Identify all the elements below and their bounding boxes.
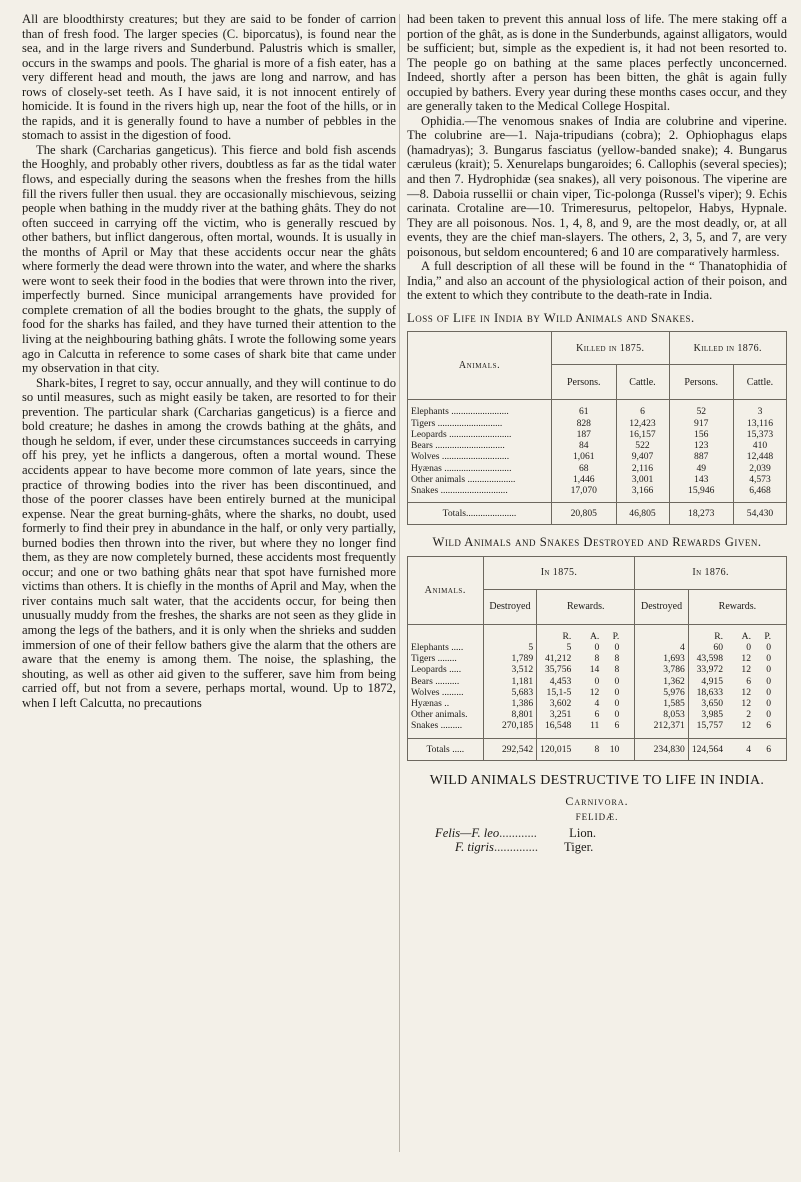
- table2-cell: 1,181: [511, 675, 534, 687]
- table1-cell: 4,573: [749, 473, 771, 485]
- species-row: [407, 840, 787, 854]
- table2-currency-row: [692, 631, 783, 642]
- table2-reward-row: 41,212 8 8: [544, 653, 620, 665]
- table1-cell: 13,116: [746, 417, 773, 429]
- table2-name: Leopards .....: [411, 664, 462, 676]
- table2-cell: 1,585: [663, 698, 685, 710]
- table2-reward-row: 35,756 14 8: [544, 664, 620, 676]
- table1-cell: 12,423: [629, 417, 656, 429]
- table1-cattle-1875-header: Cattle.: [616, 365, 669, 400]
- species-latin: F. tigris: [455, 839, 494, 854]
- paragraph-ophidia: Ophidia.—The venomous snakes of India are colubrine and viperine. The colubrine are—1. Naja-tripudians (cobra); 2. Ophiophagus elaps (hamadryas); 3. Bungarus fasciatus (yellow-banded snake); 4. Bungarus cæruleus (krait); 5. Xenurelaps bungaroides; 6. Callophis (several species); and then 7. Hydrophidæ (sea snakes), all very poisonous. The viperine are—8. Daboia russellii or chain viper, Tic-polonga (Russel's viper); 9. Echis carinata. Crotaline are—10. Trimeresurus, peltopelor, Habys, Hypnale. They are all poisonous. Nos. 1, 4, 8, and 9, are the most deadly, or, at all events, they are the chief man-slayers. The others, 2, 3, 5, and 7, are very poisonous, but seldom encountered; 6 and 10 are comparatively harmless.: [407, 113, 787, 259]
- table1-cell: 52: [696, 406, 707, 418]
- table2-destroyed-1875: [483, 624, 536, 738]
- species-common: Tiger.: [563, 839, 594, 854]
- table2-name: Elephants .....: [411, 642, 464, 654]
- table1-cattle-1875: [616, 400, 669, 503]
- table1-cell: 6,468: [749, 484, 771, 496]
- table1-cell: 187: [576, 428, 591, 440]
- table2-reward-row: 3,251 6 0: [549, 709, 620, 721]
- table1-cell: 16,157: [629, 428, 656, 440]
- table1-name: Leopards ..........................: [411, 428, 512, 440]
- loss-of-life-table: [407, 331, 787, 525]
- table1-cell: 17,070: [570, 484, 597, 496]
- table1-cell: 9,407: [631, 451, 654, 463]
- table2-cell: 5,976: [663, 686, 685, 698]
- table2-rewards-1876: [688, 624, 786, 738]
- currency-rupees: R.: [714, 630, 723, 642]
- table1-animals-header: Animals.: [408, 332, 552, 400]
- table1-cell: 61: [578, 406, 589, 418]
- table1-cell: 2,116: [631, 462, 654, 474]
- table1-total-persons-1876: 18,273: [669, 503, 733, 525]
- table1-cell: 3,001: [631, 473, 654, 485]
- table2-reward-row: 5 0 0: [566, 642, 620, 654]
- table2-reward-row: 60 0 0: [713, 642, 771, 654]
- closing-heading: WILD ANIMALS DESTRUCTIVE TO LIFE IN INDIA.: [429, 772, 765, 788]
- table2-cell: 4: [680, 642, 685, 654]
- table1-total-cattle-1876: 54,430: [733, 503, 786, 525]
- table1-name: Elephants ........................: [411, 406, 509, 418]
- table2-destroyed-1876: [635, 624, 688, 738]
- table1-cell: 1,061: [572, 451, 595, 463]
- table2-reward-row: 16,548 11 6: [544, 720, 620, 732]
- table2-reward-row: 18,633 12 0: [696, 686, 771, 698]
- table1-name: Other animals ....................: [411, 473, 516, 485]
- table1-cell: 6: [640, 406, 645, 418]
- table1-persons-1875-header: Persons.: [552, 365, 616, 400]
- currency-rupees: R.: [562, 630, 572, 642]
- paragraph-shark-intro: The shark (Carcharias gangeticus). This fierce and bold fish ascends the Hooghly, and probably other rivers, doubtless as far as the tidal water flows, and especially during the seasons when the freshes from the hills fill the rivers fuller then usual. they are occasionally mischievous, seizing people when bathing in the muddy river at the bathing ghâts. They do not often succeed in carrying off the victim, who is generally rescued by other bathers, but inflict dangerous, often mortal, wounds. It is usually in the months of April or May that these accidents occur near the ghâts where formerly the dead were thrown into the water, and where the sharks were wont to seek their food in the bodies that were thrown into the river, imperfectly burned. Since municipal arrangements have provided for complete cremation of all the bodies brought to the ghats, the supply of food for the sharks has failed, and they have turned their attention to the living at the neighbouring bathing ghâts. I wrote the following some years ago in Calcutta in reference to some cases of shark bite that came under my observation in that city.: [22, 142, 397, 376]
- table1-cell: 15,946: [688, 484, 715, 496]
- table2-cell: 5: [528, 642, 534, 654]
- table2-year2-header: In 1876.: [635, 556, 787, 589]
- table1-persons-1876-header: Persons.: [669, 365, 733, 400]
- table1-title: Loss of Life in India by Wild Animals and Snakes.: [407, 310, 695, 325]
- table2-total-rewards-1875: 120,015 8 10: [537, 738, 635, 760]
- table2-name: Tigers ........: [411, 653, 457, 665]
- table1-name: Bears .............................: [411, 440, 505, 452]
- table1-persons-1876: [669, 400, 733, 503]
- table1-cell: 156: [694, 428, 709, 440]
- currency-annas: A.: [590, 630, 600, 642]
- table2-reward-row: 4,915 6 0: [701, 675, 771, 687]
- table1-cell: 887: [694, 451, 709, 463]
- table1-cell: 3: [757, 406, 763, 418]
- table1-year1-header: Killed in 1875.: [552, 332, 669, 365]
- table2-destroyed-1876-header: Destroyed: [635, 589, 688, 624]
- table2-reward-row: 15,757 12 6: [696, 720, 771, 732]
- family-heading: FELIDÆ.: [575, 812, 619, 823]
- currency-pies: P.: [612, 630, 620, 642]
- table1-cell: 2,039: [749, 462, 771, 474]
- group-heading: Carnivora.: [565, 793, 629, 808]
- table2-cell: 1,386: [511, 698, 534, 710]
- table2-name: Bears ..........: [411, 675, 460, 687]
- table2-reward-row: 3,985 2 0: [701, 709, 771, 721]
- table1-year2-header: Killed in 1876.: [669, 332, 787, 365]
- table2-total-destroyed-1875: 292,542: [483, 738, 536, 760]
- table2-reward-row: 43,598 12 0: [696, 653, 771, 665]
- table1-name: Tigers ...........................: [411, 417, 503, 429]
- table2-name: Other animals.: [411, 709, 468, 721]
- table1-total-persons-1875: 20,805: [552, 503, 616, 525]
- destroyed-rewards-table: [407, 556, 787, 761]
- table1-cell: 12,448: [746, 451, 774, 463]
- left-column: [22, 12, 396, 1174]
- table2-cell: 8,801: [511, 709, 534, 721]
- table2-title: Wild Animals and Snakes Destroyed and Rewards Given.: [432, 535, 762, 550]
- species-row: [407, 826, 787, 840]
- table2-name: Wolves .........: [411, 686, 464, 698]
- table2-cell: 3,786: [663, 664, 685, 676]
- table1-cell: 917: [694, 417, 709, 429]
- table1-cell: 123: [694, 440, 709, 452]
- table2-name: Hyænas ..: [411, 698, 450, 710]
- table1-cell: 68: [578, 462, 589, 474]
- table1-cell: 522: [635, 440, 650, 452]
- table2-total-destroyed-1876: 234,830: [635, 738, 688, 760]
- table2-destroyed-1875-header: Destroyed: [483, 589, 536, 624]
- table1-persons-1875: [552, 400, 616, 503]
- table2-reward-row: 4,453 0 0: [549, 675, 620, 687]
- currency-annas: A.: [741, 630, 751, 642]
- table2-reward-row: 33,972 12 0: [696, 664, 771, 676]
- table2-total-rewards-1876: 124,564 4 6: [688, 738, 786, 760]
- right-column: [407, 12, 787, 1174]
- table2-rewards-1875-header: Rewards.: [537, 589, 635, 624]
- table1-cell: 15,373: [746, 428, 774, 440]
- table1-cell: 1,446: [572, 473, 595, 485]
- table2-cell: 1,693: [663, 653, 685, 665]
- table2-cell: 212,371: [653, 720, 685, 732]
- species-common: Lion.: [569, 825, 597, 840]
- table1-name: Wolves ............................: [411, 451, 510, 463]
- paragraph-thanatophidia: A full description of all these will be found in the “ Thanatophidia of India,” and also an account of the physiological action of their poison, and the extent to which they contribute to the death-rate in India.: [407, 259, 787, 303]
- paragraph-crocodiles: All are bloodthirsty creatures; but they are said to be fonder of carrion than of fresh food. The larger species (C. biporcatus), is found near the sea, and in the large rivers and Sunderbund. Palustris which is smaller, occurs in the swamps and pools. The gharial is more of a fish eater, has a very different head and mouth, the jaws are long and narrow, and has rows of closely-set teeth. As I have said, it is not innocent entirely of homicide. It is found in the rivers high up, near the foot of the hills, or in the rapids, and it is generally found to have a number of pebbles in the stomach to assist in the digestion of food.: [22, 12, 396, 143]
- leader-dots: ............: [499, 825, 537, 840]
- table2-cell: 1,789: [511, 653, 534, 665]
- table2-reward-row: 3,602 4 0: [549, 698, 620, 710]
- table1-cell: 828: [576, 417, 591, 429]
- table1-name: Hyænas ............................: [411, 462, 512, 474]
- table2-currency-row: [540, 631, 631, 642]
- table1-name: Snakes ............................: [411, 484, 508, 496]
- table2-cell: 1,362: [663, 675, 685, 687]
- table1-cattle-1876-header: Cattle.: [733, 365, 786, 400]
- table1-cell: 143: [694, 473, 709, 485]
- table1-cell: 84: [578, 440, 589, 452]
- paragraph-shark-bites: Shark-bites, I regret to say, occur annually, and they will continue to do so until measures, such as might easily be taken, are resorted to for their prevention. The particular shark (Carcharias gangeticus) is a fierce and bold creature; he dashes in among the crowds bathing at the ghâts, and though he seldom, if ever, under these circumstances succeeds in carrying off his prey, yet he inflicts a dangerous, often a mortal wound. These accidents appear to have become more common of late years, since the practice of throwing bodies into the river has been discontinued, and those of the poorer classes have been entirely burned at the municipal expense. Near the great burning-ghâts, where the sharks, no doubt, used formerly to find their prey in abundance in the half, or only very partially, burned bodies then thrown into the river, but where they no longer find them, as they are now completely burned, these accidents most frequently occur; and one or two bathing ghâts near that spot have furnished more victims than others. It is chiefly in the months of April and May, when the river contains much salt water, that the accidents occur, for being then unusually muddy from the freshes, the sharks are not seen as they glide in among the legs of the bathers, and it is only when the shrieks and sudden immersion of one of their fellow bathers give the alarm that the others are aware that the enemy is among them. The noise, the splashing, the shouting, as well as other aid given to the sufferer, save him from being carried off, but not from a severe, perhaps mortal, wound. Up to 1872, when I left Calcutta, no precautions: [22, 375, 396, 710]
- column-rule: [399, 14, 400, 1152]
- table1-cell: 3,166: [631, 484, 654, 496]
- leader-dots: ..............: [493, 839, 539, 854]
- table2-reward-row: 15,1-5 12 0: [546, 686, 620, 698]
- currency-pies: P.: [764, 630, 771, 642]
- table2-name: Snakes .........: [411, 720, 463, 732]
- table1-cell: 410: [752, 440, 768, 452]
- table2-rewards-1875: [537, 624, 635, 738]
- table2-cell: 5,683: [511, 686, 534, 698]
- species-latin: Felis—F. leo: [435, 825, 500, 840]
- paragraph-prevention: had been taken to prevent this annual loss of life. The mere staking off a portion of the ghât, as is done in the Sunderbunds, against alligators, would be sufficient; but, simple as the expedient is, it had not been resorted to. The people go on bathing at the same places perfectly unconcerned. Indeed, shortly after a person has been bitten, the ghât is again fully occupied by bathers. Every year during these months cases occur, and they are generally taken to the Medical College Hospital.: [407, 12, 787, 114]
- table1-animal-names: [408, 400, 552, 503]
- table2-animals-header: Animals.: [408, 556, 484, 624]
- table1-total-cattle-1875: 46,805: [616, 503, 669, 525]
- table2-year1-header: In 1875.: [483, 556, 635, 589]
- table2-totals-label: Totals .....: [408, 738, 484, 760]
- table1-cell: 49: [696, 462, 707, 474]
- table2-cell: 270,185: [501, 720, 534, 732]
- table2-cell: 3,512: [511, 664, 534, 676]
- table2-reward-row: 3,650 12 0: [701, 698, 771, 710]
- table2-rewards-1876-header: Rewards.: [688, 589, 786, 624]
- table2-cell: 8,053: [663, 709, 685, 721]
- table1-cattle-1876: [733, 400, 786, 503]
- table2-animal-names: [408, 624, 484, 738]
- table1-totals-label: Totals.....................: [408, 503, 552, 525]
